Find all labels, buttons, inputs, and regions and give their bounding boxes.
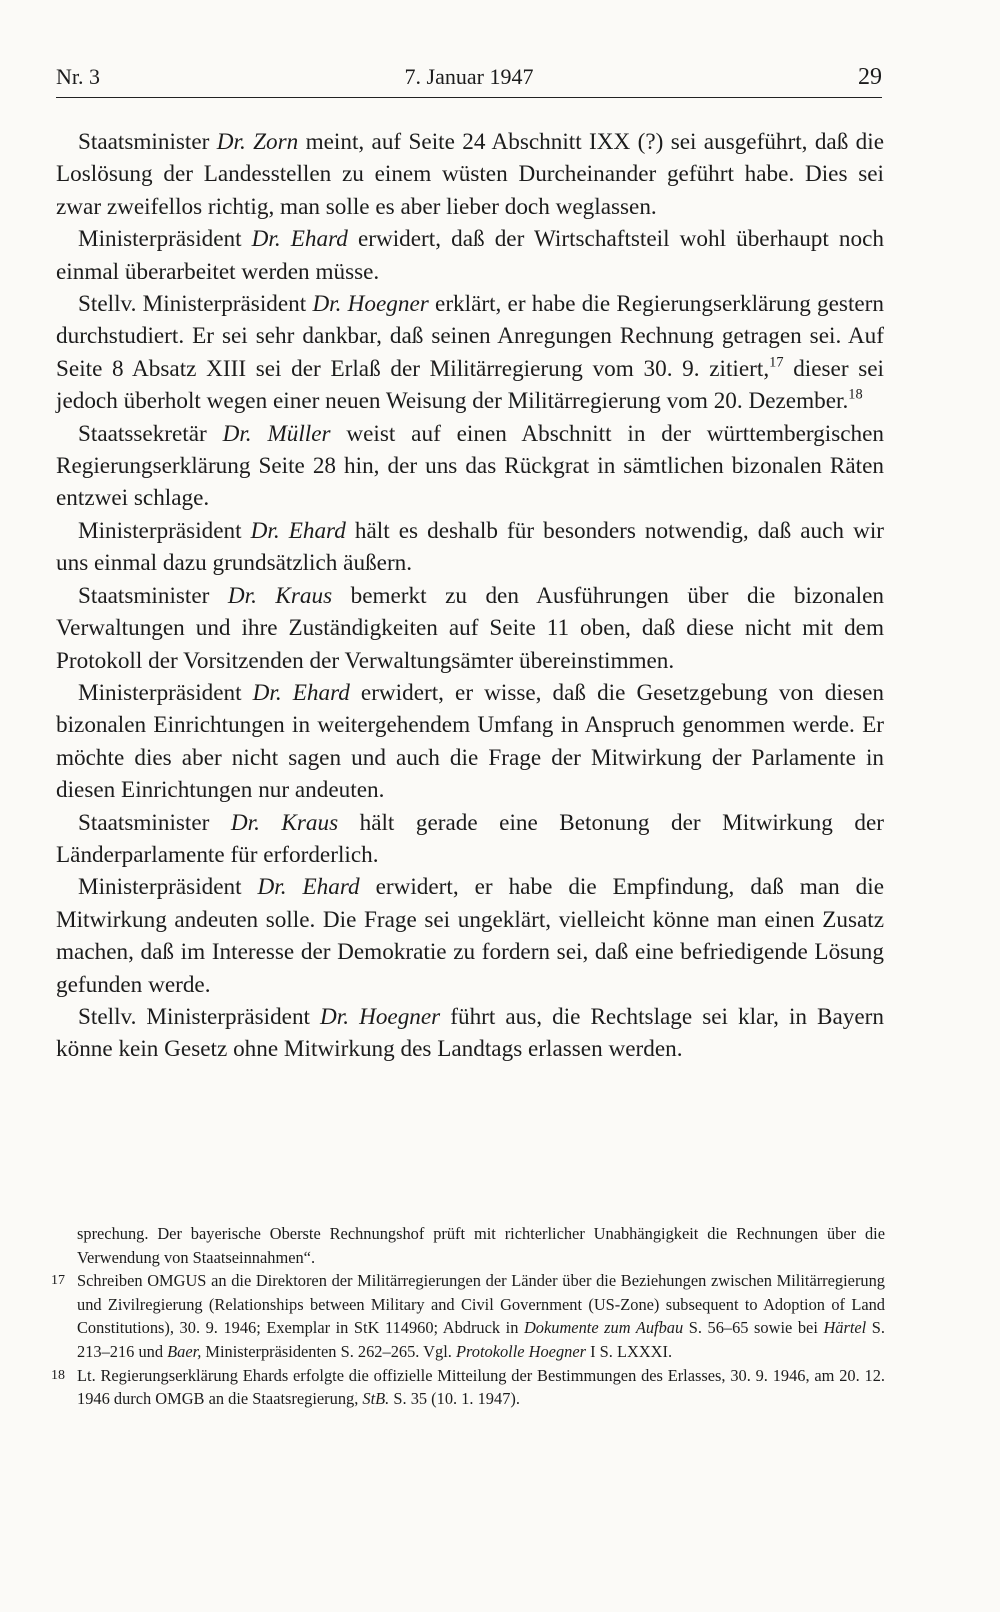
paragraph [56,580,884,677]
header-date: 7. Januar 1947 [404,64,534,89]
paragraph [56,871,884,1001]
italic-text: Dr. Hoegner [320,1003,441,1030]
text-run: S. 35 (10. 1. 1947). [389,1389,520,1409]
footnote-ref: 17 [769,354,784,371]
italic-text: Dr. Kraus [230,809,339,836]
paragraph [56,126,884,223]
italic-text: Dr. Ehard [251,226,348,253]
italic-text: Härtel [823,1318,867,1338]
italic-text: Dr. Müller [222,420,331,447]
italic-text: Dr. Kraus [227,582,333,609]
text-run: Ministerpräsident [78,874,258,901]
italic-text: Dr. Zorn [216,129,299,155]
italic-text: Baer, [167,1341,202,1361]
text-run: Staatsminister [78,129,217,155]
page-number: 29 [858,64,882,90]
text-run: bemerkt zu den Ausführungen über die bizonalen Verwaltungen und ihre Zuständigkeiten auf Seite 11 oben, daß diese nicht mit dem Protokoll der Vorsitzenden der Verwaltungsämter übereinstimmen. [56,582,884,674]
italic-text: Dr. Ehard [252,679,350,706]
italic-text: Dokumente zum Aufbau [523,1318,684,1338]
paragraph [56,677,884,807]
text-run: weist auf einen Abschnitt in der württembergischen Regierungserklärung Seite 28 hin, der uns das Rückgrat in sämtlichen bizonalen Räten entzwei schlage. [56,420,885,512]
text-run: Ministerpräsidenten S. 262–265. Vgl. [201,1341,456,1361]
text-run: Staatsminister [78,809,231,836]
italic-text: StB. [362,1389,390,1409]
footnote-continuation [77,1222,885,1269]
text-run: hält gerade eine Betonung der Mitwirkung der Länderparlamente für erforderlich. [56,809,884,868]
text-run: Stellv. Ministerpräsident [78,291,313,318]
text-run: Ministerpräsident [78,517,251,544]
text-run: Staatsminister [78,582,228,609]
paragraph [56,418,884,515]
footnote [51,1269,886,1363]
text-run: Ministerpräsident [78,226,252,253]
text-run: Schreiben OMGUS an die Direktoren der Militärregierungen der Länder über die Beziehungen zwischen Militärregierung und Zivilregierung (Relationships between Military and Civil Government (US-Zone) subsequent to Adoption of Land Constitutions), 30. 9. 1946; Exemplar in StK 114960; Abdruck in [77,1271,885,1338]
footnotes [51,1222,886,1411]
running-header [56,64,882,96]
paragraph [56,288,884,418]
text-run: Lt. Regierungserklärung Ehards erfolgte die offizielle Mitteilung der Bestimmungen des Erlasses, 30. 9. 1946, am 20. 12. 1946 durch OMGB an die Staatsregierung, [77,1365,885,1409]
text-run: S. 213–216 und [77,1318,886,1361]
footnote-ref: 18 [848,386,863,403]
footnote [51,1364,885,1411]
paragraph [56,1001,884,1066]
header-rule [56,97,882,98]
paragraph [56,807,884,872]
footnote-number: 18 [51,1367,65,1383]
text-run: Stellv. Ministerpräsident [78,1003,321,1030]
text-run: erwidert, daß der Wirtschaftsteil wohl überhaupt noch einmal überarbeitet werden müsse. [56,226,884,285]
text-run: erwidert, er wisse, daß die Gesetzgebung von diesen bizonalen Einrichtungen in weitergehendem Umfang in Anspruch genommen werde. Er möchte dies aber nicht sagen und auch die Frage der Mitwirkung der Parlamente in diesen Einrichtungen nur andeuten. [56,679,884,804]
footnote-number: 17 [51,1273,65,1289]
italic-text: Protokolle Hoegner [455,1341,586,1361]
text-run: hält es deshalb für besonders notwendig, daß auch wir uns einmal dazu grundsätzlich äußern. [56,517,884,577]
text-run: dieser sei jedoch überholt wegen einer neuen Weisung der Militärregierung vom 20. Dezember. [56,355,884,415]
paragraph [56,223,884,288]
text-run: sprechung. Der bayerische Oberste Rechnungshof prüft mit richterlicher Unabhängigkeit die Rechnungen über die Verwendung von Staatseinnahmen“. [77,1224,885,1267]
text-run: erwidert, er habe die Empfindung, daß man die Mitwirkung andeuten solle. Die Frage sei ungeklärt, vielleicht könne man einen Zusatz machen, daß im Interesse der Demokratie zu fordern sei, daß eine befriedigende Lösung gefunden werde. [56,874,884,998]
text-run: Ministerpräsident [78,679,253,706]
text-run: führt aus, die Rechtslage sei klar, in Bayern könne kein Gesetz ohne Mitwirkung des Landtags erlassen werden. [56,1003,884,1063]
text-run: erklärt, er habe die Regierungserklärung gestern durchstudiert. Er sei sehr dankbar, daß seinen Anregungen Rechnung getragen sei. Auf Seite 8 Absatz XIII sei der Erlaß der Militärregierung vom 30. 9. zitiert, [56,291,884,382]
issue-number: Nr. 3 [56,64,100,89]
text-run: Staatssekretär [78,420,223,447]
text-run: I S. LXXXI. [586,1341,673,1361]
paragraph [56,515,884,580]
italic-text: Dr. Ehard [250,517,346,544]
italic-text: Dr. Ehard [257,874,360,901]
minutes-body [56,126,884,1066]
text-run: S. 56–65 sowie bei [683,1318,824,1338]
italic-text: Dr. Hoegner [312,291,429,318]
text-run: meint, auf Seite 24 Abschnitt IXX (?) sei ausgeführt, daß die Loslösung der Landesstellen zu einem wüsten Durcheinander geführt habe. Dies sei zwar zweifellos richtig, man solle es aber lieber doch weglassen. [56,129,884,220]
